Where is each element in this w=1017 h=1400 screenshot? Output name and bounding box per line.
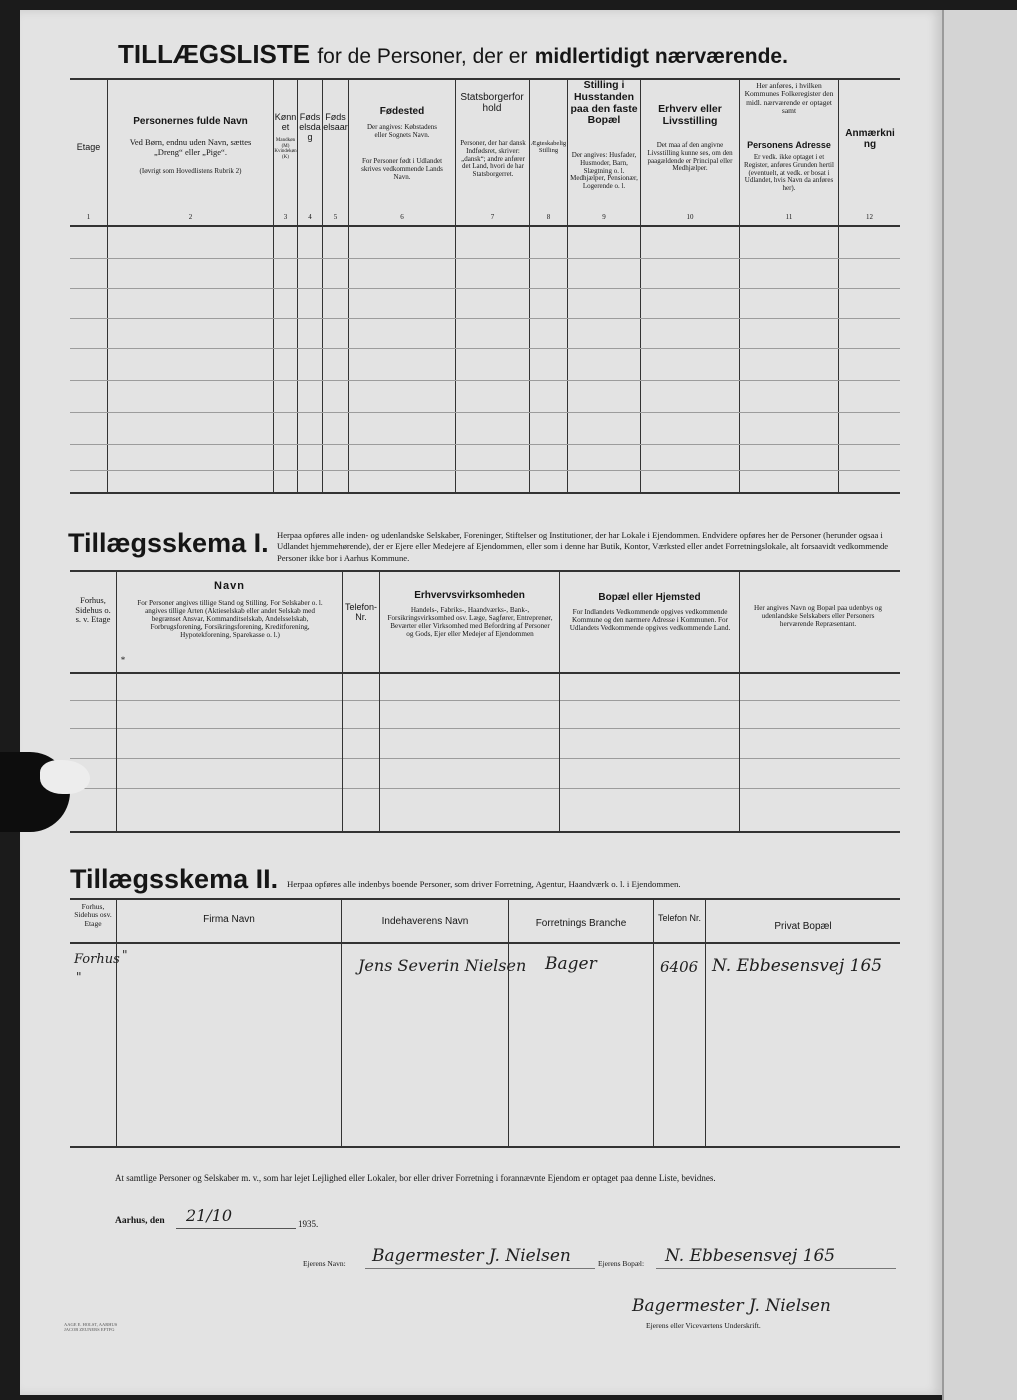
skema1-title: Tillægsskema I. [68,528,269,558]
col-num-2: 2 [188,213,193,221]
owner-addr-label: Ejerens Bopæl: [598,1259,645,1268]
skema1-col-navn: Navn [214,580,245,592]
date-year: 1935. [298,1219,319,1229]
entry-etage: Forhus [74,952,120,967]
col6-header: Fødested [379,106,425,117]
entry-etage-ditto: " [76,970,82,984]
skema1-row-mark: * [120,655,126,665]
col-num-10: 10 [686,213,694,221]
skema1-col-repr: Her angives Navn og Bopæl paa udenbys og udenlandske Selskabers eller Personers herværende Repræsentant. [754,604,882,629]
owner-name: Bagermester J. Nielsen [372,1246,571,1266]
col-num-6: 6 [400,213,404,221]
entry-bopael: N. Ebbesensvej 165 [712,956,883,976]
col-num-11: 11 [785,213,793,221]
col7-sub: Personer, der har dansk Indfødsret, skriver: „dansk“; andre anfører det Land, hvori de har Statsborgerret. [460,139,526,179]
col-num-3: 3 [283,213,288,221]
col6-sub1: Der angives: Købstadens eller Sognets Navn. [367,123,437,139]
col10-header: Erhverv eller Livsstilling [658,103,722,127]
col-num-12: 12 [866,213,873,221]
title-main: TILLÆGSLISTE [118,39,311,69]
skema2-col-branche: Forretnings Branche [535,918,627,929]
col2-sub1: Ved Børn, endnu uden Navn, sættes „Dreng“ eller „Pige“. [129,137,252,157]
skema2-col-etage: Forhus, Sidehus osv. Etage [74,902,112,928]
owner-address: N. Ebbesensvej 165 [665,1246,836,1266]
col12-header: Anmærkning [845,128,895,151]
skema1-col-erhverv-sub: Handels-, Fabriks-, Haandværks-, Bank-, Forsikringsvirksomhed osv. Læge, Sagfører, Entreprenør, Beværter eller Virksomhed med Befordring af Personer og Gods, Ejer eller Medejer af Ejendommen [387,606,553,639]
owner-name-label: Ejerens Navn: [303,1259,346,1268]
col3-sub: Mandkøn (M) Kvindekøn (K) [274,138,297,160]
col-num-1: 1 [86,213,91,221]
entry-branche: Bager [545,954,597,974]
skema2-col-firma: Firma Navn [203,914,255,925]
date-place: Aarhus, den [115,1216,165,1226]
date-value: 21/10 [186,1206,233,1225]
col-num-7: 7 [490,213,495,221]
skema1-col-bopael-sub: For Indlandets Vedkommende opgives vedkommende Kommune og den nærmere Adresse i Kommunen. For Udlandets Vedkommende opgives vedkommende Land. [569,608,731,633]
skema1-intro: Herpaa opføres alle inden- og udenlandske Selskaber, Foreninger, Stiftelser og Institutioner, der har Lokale i Ejendommen. Endvidere opføres her de Personer (herunder ogsaa i Udlandet hjemmehørende), der er Ejere eller Medejere af Ejendommen, eller som i denne har Butik, Kontor, Værksted eller andet Forretningslokale, alt forsaavidt vedkommende Personer ikke bor i Aarhus Kommune. [277,530,889,563]
col2-header: Personernes fulde Navn [133,116,248,127]
entry-indehaver: Jens Severin Nielsen [358,956,527,975]
col-num-4: 4 [308,213,312,221]
col1-header: Etage [76,142,101,152]
owner-signature: Bagermester J. Nielsen [632,1296,831,1316]
col3-header: Kønnet [274,112,297,133]
next-page-edge [942,10,1017,1400]
title-rest: for de Personer, der er [317,45,528,68]
col8-header: Ægteskabelig Stilling [530,140,567,155]
skema2-col-tlf: Telefon Nr. [657,913,702,923]
col6-sub2: For Personer født i Udlandet skrives vedkommende Lands Navn. [361,157,443,181]
skema2-title: Tillægsskema II. [70,864,279,894]
skema1-col-navn-sub: For Personer angives tillige Stand og Stilling. For Selskaber o. l. angives tillige Arten (Aktieselskab eller andet Selskab med begrænset Ansvar, Kommanditselskab, Andelsselskab, Forbrugsforening, Forsikringsforening, Kreditforening, Hypotekforening, Sparekasse o. l.) [137,599,323,640]
col9-header: Stilling i Husstanden paa den faste Bopæl [570,79,638,127]
skema1-col-tlf: Telefon-Nr. [344,602,378,623]
entry-firma: " [122,948,128,962]
col-num-9: 9 [602,213,606,221]
col2-sub2: (Iøvrigt som Hovedlistens Rubrik 2) [139,167,242,175]
skema2-col-bopael: Privat Bopæl [774,921,832,932]
declaration: At samtlige Personer og Selskaber m. v., som har lejet Lejlighed eller Lokaler, bor eller driver Forretning i forannævnte Ejendom er optaget paa denne Liste, bevidnes. [115,1173,716,1183]
skema2-col-indehaver: Indehaverens Navn [381,916,469,927]
col11-header: Personens Adresse [747,140,831,150]
col7-header: Statsborgerforhold [460,92,524,115]
col-num-5: 5 [333,213,338,221]
entry-telefon: 6406 [660,958,699,976]
col11-pre: Her anføres, i hvilken Kommunes Folkeregister den midl. nærværende er optaget samt [744,81,834,116]
col4-header: Fødselsdag [299,112,321,143]
form-title [118,40,898,69]
skema1-col-bopael: Bopæl eller Hjemsted [598,592,701,603]
printer-imprint: AAGE E. HOLST, AARHUS JACOB ZEUNERS EFTFG [64,1322,118,1333]
col11-sub: Er vedk. ikke optaget i et Register, anføres Grunden hertil (eventuelt, at vedk. er bosat i Udlandet, hvis Navn da anføres her). [744,153,834,193]
col5-header: Fødselsaar [323,112,348,133]
skema1-col-erhverv: Erhvervsvirksomheden [414,590,525,601]
col10-sub: Det maa af den angivne Livsstilling kunne ses, om den paagældende er Principal eller Medhjælper. [647,141,733,173]
skema1-col-etage: Forhus, Sidehus o. s. v. Etage [75,595,111,625]
title-bold: midlertidigt nærværende. [534,45,788,68]
thumb-highlight [40,760,90,794]
skema2-intro: Herpaa opføres alle indenbys boende Personer, som driver Forretning, Agentur, Haandværk o. l. i Ejendommen. [287,879,681,889]
col9-sub: Der angives: Husfader, Husmoder, Barn, Slægtning o. l. Medhjælper, Pensionær, Logerende o. l. [570,151,638,191]
signature-label: Ejerens eller Viceværtens Underskrift. [646,1321,761,1330]
col-num-8: 8 [546,213,551,221]
